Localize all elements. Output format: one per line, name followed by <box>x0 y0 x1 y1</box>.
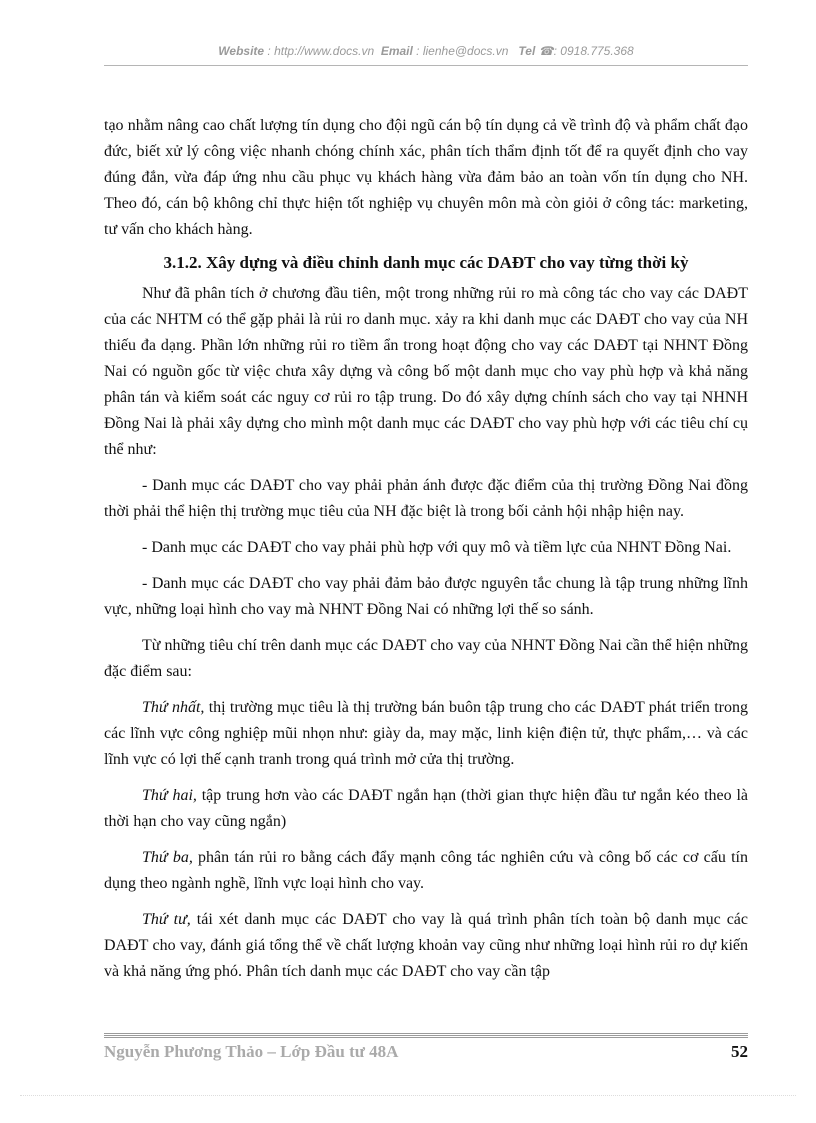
section-heading: 3.1.2. Xây dựng và điều chỉnh danh mục các DAĐT cho vay từng thời kỳ <box>163 253 689 272</box>
item-3-lead: Thứ ba, <box>142 849 193 866</box>
item-1-text: thị trường mục tiêu là thị trường bán buôn tập trung cho các DAĐT phát triển trong các lĩnh vực công nghiệp mũi nhọn như: giày da, may mặc, linh kiện điện tử, thực phẩm,… và các lĩnh vực có lợi thế cạnh tranh trong quá trình mở cửa thị trường. <box>104 699 748 768</box>
website-value: : http://www.docs.vn <box>267 44 375 58</box>
bullet-2: - Danh mục các DAĐT cho vay phải phù hợp với quy mô và tiềm lực của NHNT Đồng Nai. <box>142 539 732 556</box>
item-4-lead: Thứ tư, <box>142 911 191 928</box>
item-1 <box>104 695 748 773</box>
footer-rule <box>104 1033 748 1038</box>
page-header <box>104 44 748 58</box>
phone-icon: ☎ <box>538 44 554 58</box>
page-content <box>104 113 748 985</box>
email-value: : lienhe@docs.vn <box>416 44 509 58</box>
bullet-3: - Danh mục các DAĐT cho vay phải đảm bảo được nguyên tắc chung là tập trung những lĩnh vực, những loại hình cho vay mà NHNT Đồng Nai có những lợi thế so sánh. <box>104 575 748 618</box>
intro-paragraph: tạo nhằm nâng cao chất lượng tín dụng cho đội ngũ cán bộ tín dụng cả về trình độ và phẩm chất đạo đức, biết xử lý công việc nhanh chóng chính xác, phân tích thẩm định tốt để ra quyết định cho vay đúng đắn, vừa đáp ứng nhu cầu phục vụ khách hàng vừa đảm bảo an toàn vốn tín dụng cho NH. Theo đó, cán bộ không chỉ thực hiện tốt nghiệp vụ chuyên môn mà còn giỏi ở công tác: marketing, tư vấn cho khách hàng. <box>104 117 748 238</box>
page-bottom-border <box>20 1095 796 1096</box>
email-label: Email <box>380 44 413 58</box>
footer-author: Nguyễn Phương Thảo – Lớp Đầu tư 48A <box>104 1042 399 1061</box>
item-3 <box>104 845 748 897</box>
item-4 <box>104 907 748 985</box>
header-rule <box>104 65 748 66</box>
item-2-lead: Thứ hai, <box>142 787 197 804</box>
website-label: Website <box>218 44 265 58</box>
paragraph-2: Từ những tiêu chí trên danh mục các DAĐT cho vay của NHNT Đồng Nai cần thể hiện những đặc điểm sau: <box>104 637 748 680</box>
tel-label: Tel <box>518 44 536 58</box>
item-3-text: phân tán rủi ro bằng cách đẩy mạnh công tác nghiên cứu và công bố các cơ cấu tín dụng theo ngành nghề, lĩnh vực loại hình cho vay. <box>104 849 748 892</box>
bullet-1: - Danh mục các DAĐT cho vay phải phản ánh được đặc điểm của thị trường Đồng Nai đồng thời phải thể hiện thị trường mục tiêu của NH đặc biệt là trong bối cảnh hội nhập hiện nay. <box>104 477 748 520</box>
item-1-lead: Thứ nhất, <box>142 699 205 716</box>
paragraph-1: Như đã phân tích ở chương đầu tiên, một trong những rủi ro mà công tác cho vay các DAĐT của các NHTM có thể gặp phải là rủi ro danh mục. xảy ra khi danh mục các DAĐT cho vay của NH thiếu đa dạng. Phần lớn những rủi ro tiềm ẩn trong hoạt động cho vay các DAĐT tại NHNT Đồng Nai có nguồn gốc từ việc chưa xây dựng và công bố một danh mục cho vay phù hợp và khả năng phân tán và kiểm soát các nguy cơ rủi ro tập trung. Do đó xây dựng chính sách cho vay tại NHNH Đồng Nai là phải xây dựng cho mình một danh mục các DAĐT cho vay phù hợp với các tiêu chí cụ thể như: <box>104 285 748 458</box>
item-2-text: tập trung hơn vào các DAĐT ngắn hạn (thời gian thực hiện đầu tư ngắn kéo theo là thời hạn cho vay cũng ngắn) <box>104 787 748 830</box>
tel-value: : 0918.775.368 <box>553 44 634 58</box>
item-4-text: tái xét danh mục các DAĐT cho vay là quá trình phân tích toàn bộ danh mục các DAĐT cho vay, đánh giá tổng thể về chất lượng khoản vay cũng như những loại hình rủi ro dự kiến và khả năng ứng phó. Phân tích danh mục các DAĐT cho vay cần tập <box>104 911 748 980</box>
item-2 <box>104 783 748 835</box>
page-number: 52 <box>731 1042 748 1061</box>
